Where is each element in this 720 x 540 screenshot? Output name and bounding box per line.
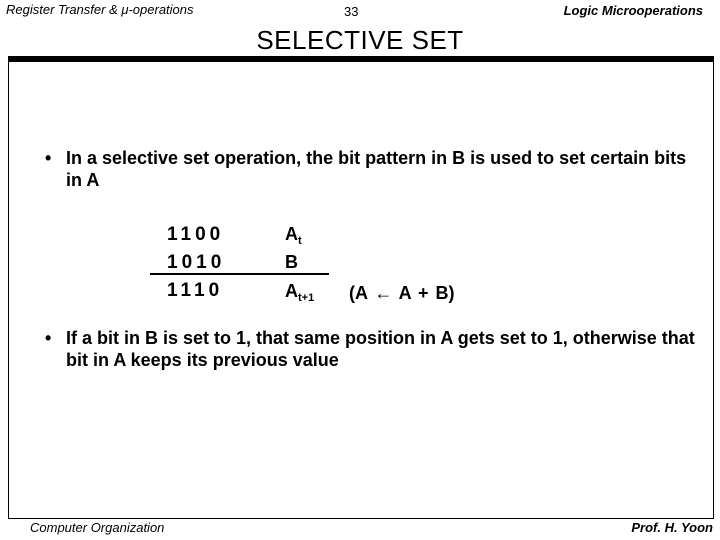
register-subscript: t+1 xyxy=(298,292,315,304)
sum-line xyxy=(150,273,329,275)
page-number: 33 xyxy=(344,4,359,19)
bit-pattern-b: 1010 xyxy=(167,252,226,273)
register-label-at: $A_t$ xyxy=(285,224,302,247)
bullet-text: In a selective set operation, the bit pattern in B is used to set certain bits in A xyxy=(66,148,687,190)
operation-expression: (A ← A + B) xyxy=(349,283,455,303)
register-subscript: t xyxy=(298,235,302,247)
footer-course-name: Computer Organization xyxy=(30,520,165,535)
title-underline xyxy=(8,56,714,62)
bullet-text: If a bit in B is set to 1, that same position in A gets set to 1, otherwise that bit in A keeps its previous value xyxy=(66,328,695,370)
bullet-marker: • xyxy=(45,148,52,168)
register-label-b: B xyxy=(285,252,298,272)
register-label-at1: $A_{t+1}$ xyxy=(285,281,315,304)
footer-author: Prof. H. Yoon xyxy=(631,520,713,535)
frame-right-border xyxy=(713,60,714,519)
frame-bottom-border xyxy=(8,518,714,519)
bit-pattern-result: 1110 xyxy=(167,280,224,301)
bit-pattern-a: 1100 xyxy=(167,224,225,245)
header-course-title: Register Transfer & μ-operations xyxy=(6,2,194,17)
frame-left-border xyxy=(8,60,9,519)
bullet-marker: • xyxy=(45,328,52,348)
header-section-title: Logic Microoperations xyxy=(563,3,703,18)
slide-title: SELECTIVE SET xyxy=(256,25,464,55)
